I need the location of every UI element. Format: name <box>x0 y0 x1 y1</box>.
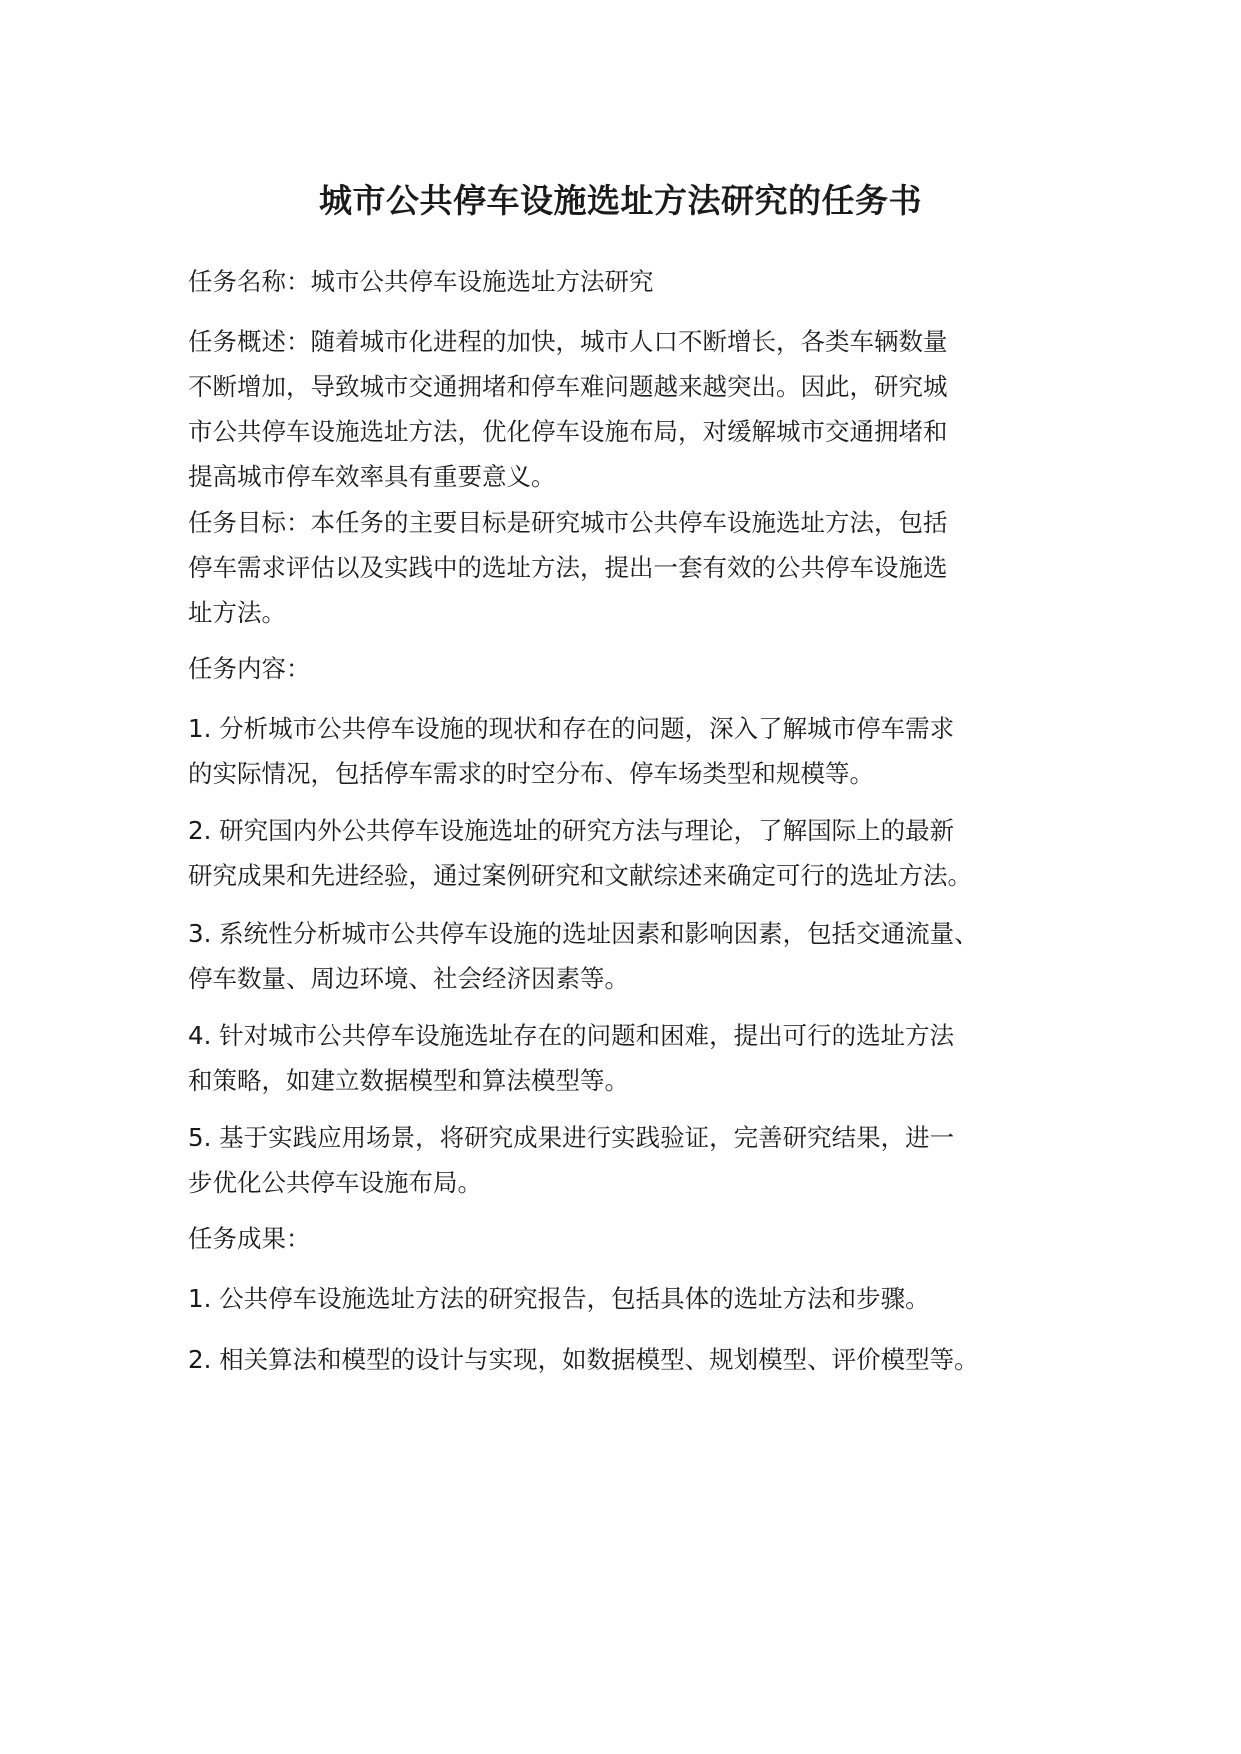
objective-paragraph <box>188 500 948 635</box>
results-heading-text: 任务成果： <box>188 1224 311 1253</box>
content-item-1 <box>188 706 954 796</box>
results-item-line: 1. 公共停车设施选址方法的研究报告，包括具体的选址方法和步骤。 <box>188 1284 930 1313</box>
content-heading <box>188 646 311 691</box>
results-item-line: 2. 相关算法和模型的设计与实现，如数据模型、规划模型、评价模型等。 <box>188 1345 979 1374</box>
overview-line: 市公共停车设施选址方法，优化停车设施布局，对缓解城市交通拥堵和 <box>188 417 948 446</box>
overview-line: 任务概述：随着城市化进程的加快，城市人口不断增长，各类车辆数量 <box>188 327 948 356</box>
content-item-2 <box>188 808 972 898</box>
objective-line: 任务目标：本任务的主要目标是研究城市公共停车设施选址方法，包括 <box>188 508 948 537</box>
objective-line: 址方法。 <box>188 598 286 627</box>
overview-paragraph <box>188 319 948 499</box>
task-name-line: 任务名称：城市公共停车设施选址方法研究 <box>188 267 654 296</box>
content-item-4 <box>188 1013 954 1103</box>
content-item-line: 的实际情况，包括停车需求的时空分布、停车场类型和规模等。 <box>188 759 874 788</box>
content-item-line: 3. 系统性分析城市公共停车设施的选址因素和影响因素，包括交通流量、 <box>188 919 979 948</box>
content-item-line: 5. 基于实践应用场景，将研究成果进行实践验证，完善研究结果，进一 <box>188 1123 955 1152</box>
results-item-1 <box>188 1276 930 1321</box>
document-title: 城市公共停车设施选址方法研究的任务书 <box>319 181 922 220</box>
objective-line: 停车需求评估以及实践中的选址方法，提出一套有效的公共停车设施选 <box>188 553 948 582</box>
task-name-paragraph <box>188 259 654 304</box>
content-item-3 <box>188 911 979 1001</box>
results-heading <box>188 1216 311 1261</box>
overview-line: 提高城市停车效率具有重要意义。 <box>188 462 556 491</box>
content-item-line: 4. 针对城市公共停车设施选址存在的问题和困难，提出可行的选址方法 <box>188 1021 955 1050</box>
content-item-line: 步优化公共停车设施布局。 <box>188 1168 482 1197</box>
content-item-5 <box>188 1115 954 1205</box>
content-item-line: 1. 分析城市公共停车设施的现状和存在的问题，深入了解城市停车需求 <box>188 714 955 743</box>
content-item-line: 研究成果和先进经验，通过案例研究和文献综述来确定可行的选址方法。 <box>188 861 972 890</box>
content-item-line: 2. 研究国内外公共停车设施选址的研究方法与理论，了解国际上的最新 <box>188 816 955 845</box>
overview-line: 不断增加，导致城市交通拥堵和停车难问题越来越突出。因此，研究城 <box>188 372 948 401</box>
content-item-line: 停车数量、周边环境、社会经济因素等。 <box>188 964 629 993</box>
content-heading-text: 任务内容： <box>188 654 311 683</box>
results-item-2 <box>188 1337 979 1382</box>
content-item-line: 和策略，如建立数据模型和算法模型等。 <box>188 1066 629 1095</box>
